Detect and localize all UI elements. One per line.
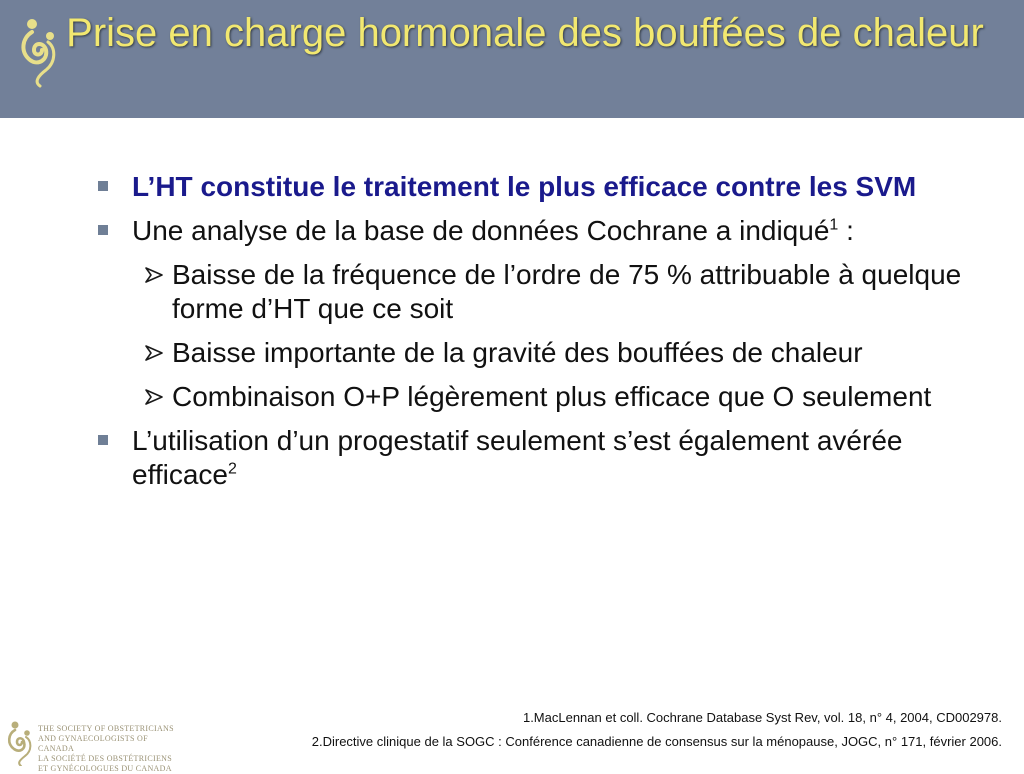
bullet-text: L’HT constitue le traitement le plus efficace contre les SVM [132,171,917,202]
references [312,706,1002,754]
logo-line: AND GYNAECOLOGISTS OF CANADA [38,734,148,753]
logo-text [38,724,186,774]
logo-line: THE SOCIETY OF OBSTETRICIANS [38,724,174,733]
sub-bullet-text: Baisse importante de la gravité des bouffées de chaleur [172,337,863,368]
slide-header [0,0,1024,118]
bullet-item [98,424,998,492]
bullet-item [98,214,998,248]
sub-bullet-item [98,380,998,414]
bullet-square-icon [98,181,108,191]
sogc-logo-icon [6,720,34,766]
bullet-text: L’utilisation d’un progestatif seulement s’est également avérée efficace [132,425,903,490]
bullet-text: Une analyse de la base de données Cochrane a indiqué [132,215,830,246]
arrow-bullet-icon [142,336,168,370]
bullet-text-tail: : [838,215,854,246]
sub-bullet-item [98,258,998,326]
sub-bullet-text: Combinaison O+P légèrement plus efficace que O seulement [172,381,932,412]
reference-2: 2.Directive clinique de la SOGC : Conférence canadienne de consensus sur la ménopause, JOGC, n° 171, février 2006. [311,734,1002,749]
sub-bullet-text: Baisse de la fréquence de l’ordre de 75 % attribuable à quelque forme d’HT que ce soit [172,259,962,324]
bullet-square-icon [98,435,108,445]
logo-line: LA SOCIÉTÉ DES OBSTÉTRICIENS [38,754,172,763]
sogc-logo-icon [18,16,60,88]
reference-1: 1.MacLennan et coll. Cochrane Database Syst Rev, vol. 18, n° 4, 2004, CD002978. [522,710,1002,725]
slide-content [98,170,998,502]
arrow-bullet-icon [142,258,168,292]
bullet-item [98,170,998,204]
logo-line: ET GYNÉCOLOGUES DU CANADA [38,764,172,773]
footnote-marker: 1 [829,216,839,234]
sogc-footer-logo [6,720,186,773]
slide-title: Prise en charge hormonale des bouffées de chaleur [66,11,984,55]
footnote-marker: 2 [228,460,237,478]
bullet-square-icon [98,225,108,235]
sub-bullet-item [98,336,998,370]
arrow-bullet-icon [142,380,168,414]
